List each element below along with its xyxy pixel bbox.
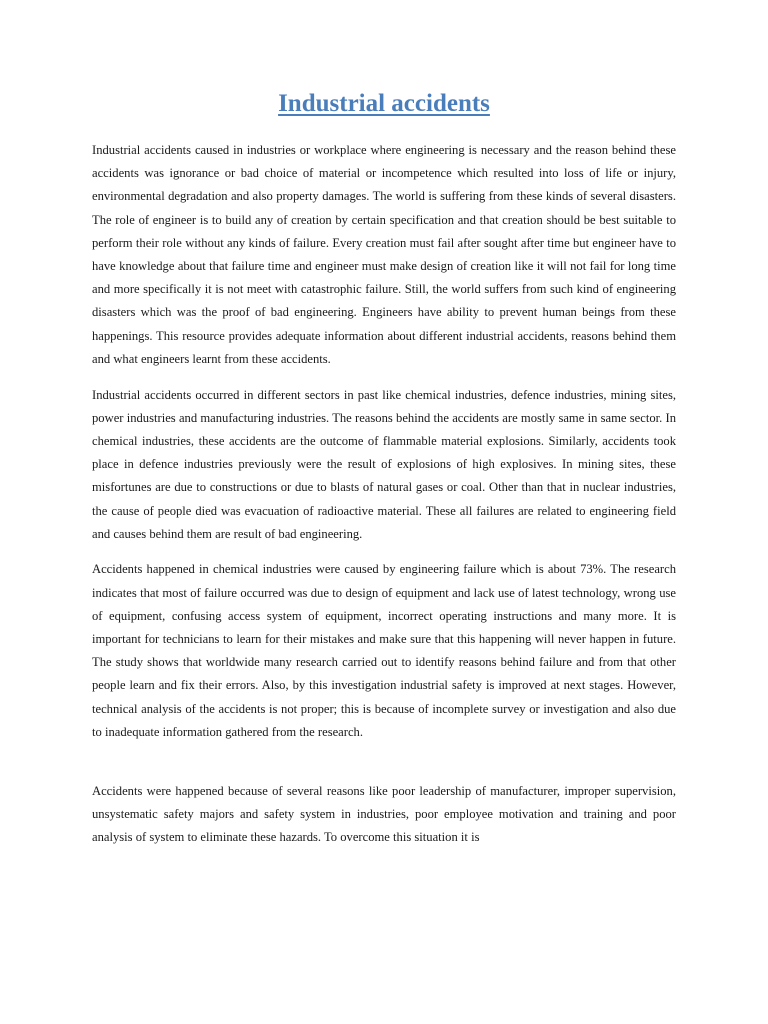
document-title: Industrial accidents [278, 90, 490, 117]
paragraph-1: Industrial accidents caused in industries or workplace where engineering is necessary and the reason behind these accidents was ignorance or bad choice of material or incompetence which resulted into loss of life or injury, environmental degradation and also property damages. The world is suffering from these kinds of several disasters. The role of engineer is to build any of creation by certain specification and that creation should be best suitable to perform their role without any kinds of failure. Every creation must fail after sought after time but engineer have to have knowledge about that failure time and engineer must make design of creation like it will not fail for long time and more specifically it is not meet with catastrophic failure. Still, the world suffers from such kind of engineering disasters which was the proof of bad engineering. Engineers have ability to prevent human beings from these happenings. This resource provides adequate information about different industrial accidents, reasons behind them and what engineers learnt from these accidents. [92, 143, 676, 366]
paragraph-4: Accidents were happened because of several reasons like poor leadership of manufacturer, improper supervision, unsystematic safety majors and safety system in industries, poor employee motivation and training and poor analysis of system to eliminate these hazards. To overcome this situation it is [92, 784, 676, 845]
paragraph-2: Industrial accidents occurred in different sectors in past like chemical industries, defence industries, mining sites, power industries and manufacturing industries. The reasons behind the accidents are mostly same in same sector. In chemical industries, these accidents are the outcome of flammable material explosions. Similarly, accidents took place in defence industries previously were the result of explosions of high explosives. In mining sites, these misfortunes are due to constructions or due to blasts of natural gases or coal. Other than that in nuclear industries, the cause of people died was evacuation of radioactive material. These all failures are related to engineering field and causes behind them are result of bad engineering. [92, 387, 676, 541]
paragraph-3: Accidents happened in chemical industries were caused by engineering failure which is about 73%. The research indicates that most of failure occurred was due to design of equipment and lack use of latest technology, wrong use of equipment, confusing access system of equipment, incorrect operating instructions and many more. It is important for technicians to learn for their mistakes and make sure that this happening will never happen in future. The study shows that worldwide many research carried out to identify reasons behind failure and from that other people learn and fix their errors. Also, by this investigation industrial safety is improved at next stages. However, technical analysis of the accidents is not proper; this is because of incomplete survey or investigation and also due to inadequate information gathered from the research. [92, 562, 676, 739]
